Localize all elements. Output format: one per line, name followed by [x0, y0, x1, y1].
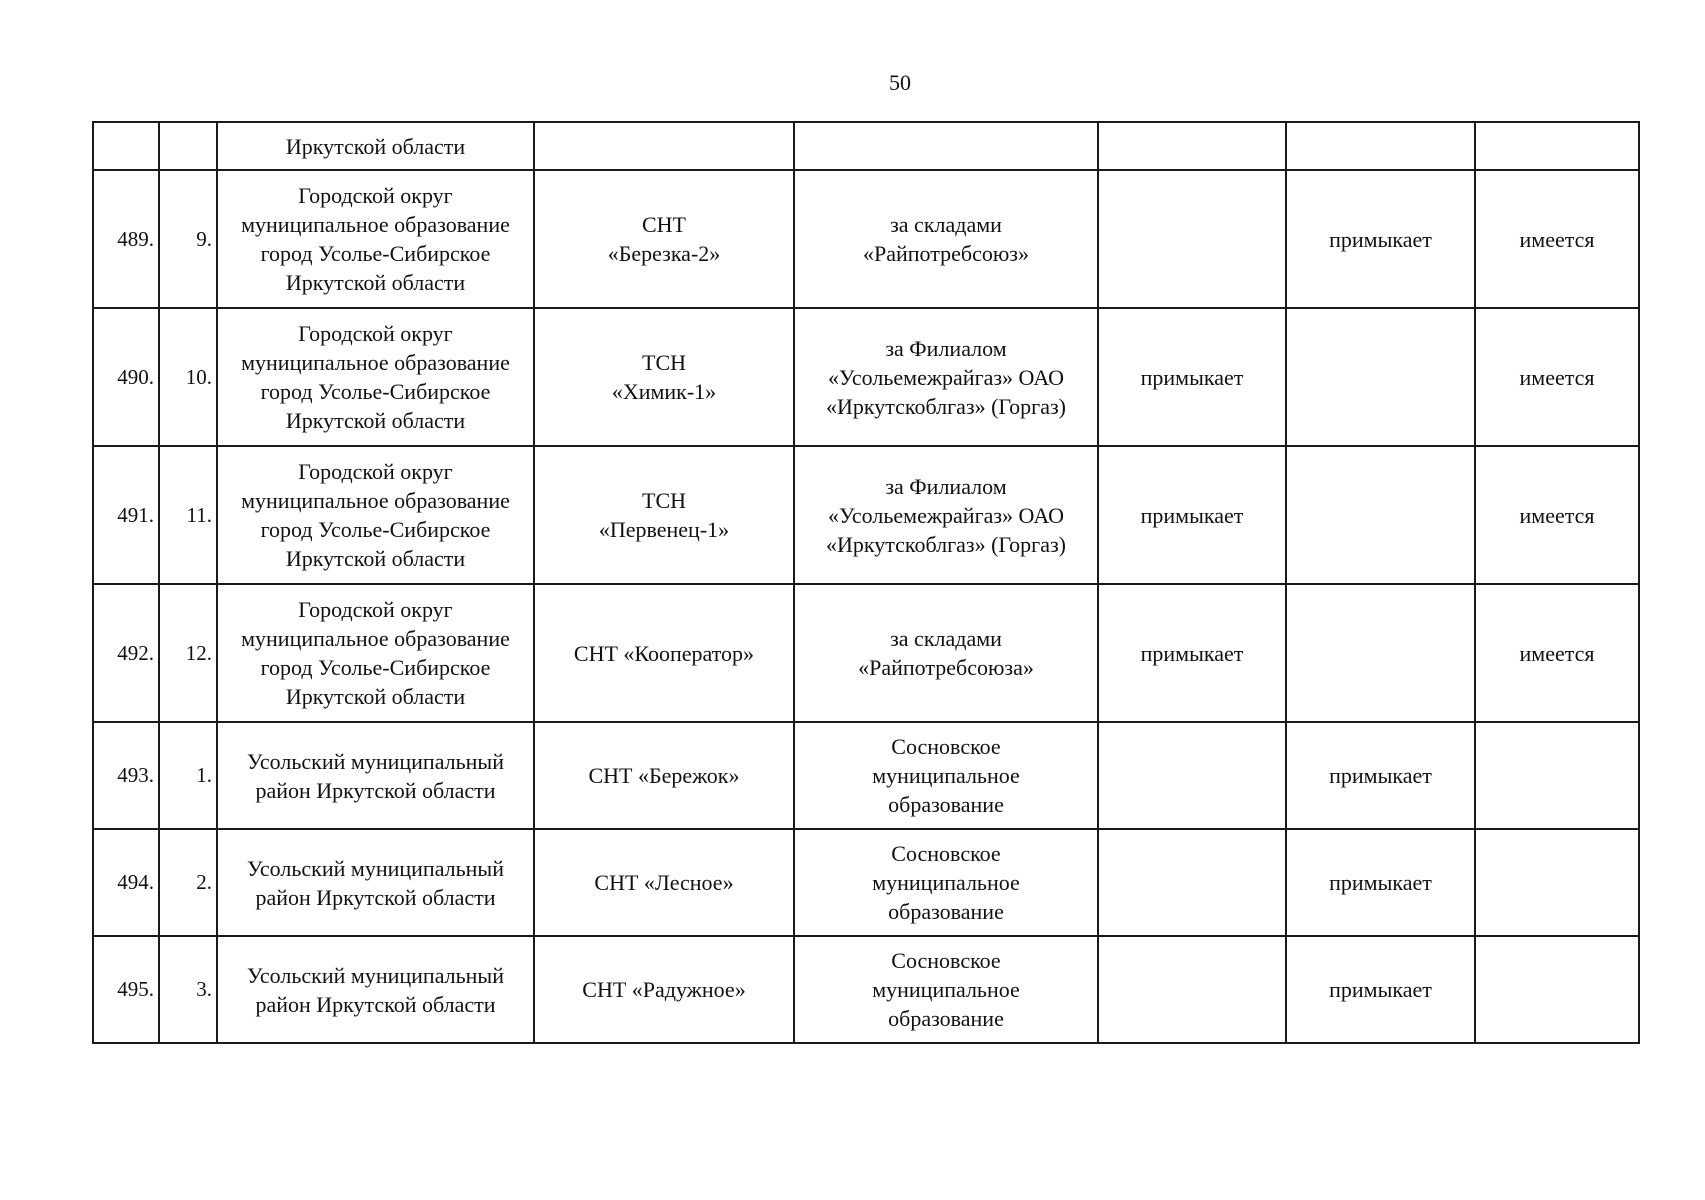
row-sub-number: 11. — [159, 446, 217, 584]
row-number: 494. — [93, 829, 159, 936]
status-cell-col6: примыкает — [1098, 308, 1286, 446]
status-cell-col6 — [1098, 722, 1286, 829]
status-cell-col6 — [1098, 936, 1286, 1043]
status-cell-col7 — [1286, 122, 1475, 170]
status-cell-col8 — [1475, 936, 1639, 1043]
object-cell — [534, 122, 794, 170]
status-cell-col7 — [1286, 308, 1475, 446]
table-row — [93, 584, 1639, 722]
row-sub-number: 12. — [159, 584, 217, 722]
location-cell: за складами «Райпотребсоюз» — [794, 170, 1098, 308]
row-sub-number — [159, 122, 217, 170]
location-cell: за складами «Райпотребсоюза» — [794, 584, 1098, 722]
object-cell: ТСН «Первенец-1» — [534, 446, 794, 584]
status-cell-col6 — [1098, 170, 1286, 308]
municipality-cell: Иркутской области — [217, 122, 534, 170]
row-number: 489. — [93, 170, 159, 308]
row-number: 495. — [93, 936, 159, 1043]
location-cell: Сосновское муниципальное образование — [794, 829, 1098, 936]
row-sub-number: 2. — [159, 829, 217, 936]
status-cell-col8: имеется — [1475, 170, 1639, 308]
municipality-cell: Усольский муниципальный район Иркутской области — [217, 829, 534, 936]
status-cell-col7: примыкает — [1286, 829, 1475, 936]
location-cell: Сосновское муниципальное образование — [794, 936, 1098, 1043]
location-cell: за Филиалом «Усольемежрайгаз» ОАО «Иркутскоблгаз» (Горгаз) — [794, 308, 1098, 446]
table-row — [93, 170, 1639, 308]
table-row — [93, 722, 1639, 829]
object-cell: СНТ «Лесное» — [534, 829, 794, 936]
row-number: 493. — [93, 722, 159, 829]
municipality-cell: Городской округ муниципальное образование город Усолье-Сибирское Иркутской области — [217, 170, 534, 308]
status-cell-col6 — [1098, 829, 1286, 936]
location-cell — [794, 122, 1098, 170]
status-cell-col7: примыкает — [1286, 722, 1475, 829]
status-cell-col7 — [1286, 584, 1475, 722]
table-row — [93, 308, 1639, 446]
row-sub-number: 9. — [159, 170, 217, 308]
row-sub-number: 10. — [159, 308, 217, 446]
status-cell-col7: примыкает — [1286, 170, 1475, 308]
object-cell: СНТ «Березка-2» — [534, 170, 794, 308]
location-cell: за Филиалом «Усольемежрайгаз» ОАО «Иркутскоблгаз» (Горгаз) — [794, 446, 1098, 584]
municipality-cell: Городской округ муниципальное образование город Усолье-Сибирское Иркутской области — [217, 446, 534, 584]
status-cell-col8: имеется — [1475, 446, 1639, 584]
status-cell-col7 — [1286, 446, 1475, 584]
object-cell: СНТ «Радужное» — [534, 936, 794, 1043]
object-cell: СНТ «Кооператор» — [534, 584, 794, 722]
status-cell-col6 — [1098, 122, 1286, 170]
status-cell-col8 — [1475, 722, 1639, 829]
object-cell: СНТ «Бережок» — [534, 722, 794, 829]
row-number: 490. — [93, 308, 159, 446]
location-cell: Сосновское муниципальное образование — [794, 722, 1098, 829]
row-number: 491. — [93, 446, 159, 584]
row-number — [93, 122, 159, 170]
municipality-cell: Городской округ муниципальное образование город Усолье-Сибирское Иркутской области — [217, 308, 534, 446]
status-cell-col6: примыкает — [1098, 446, 1286, 584]
object-cell: ТСН «Химик-1» — [534, 308, 794, 446]
row-sub-number: 3. — [159, 936, 217, 1043]
municipality-cell: Городской округ муниципальное образование город Усолье-Сибирское Иркутской области — [217, 584, 534, 722]
row-number: 492. — [93, 584, 159, 722]
status-cell-col8: имеется — [1475, 584, 1639, 722]
status-cell-col8 — [1475, 122, 1639, 170]
page-number: 50 — [889, 70, 911, 95]
status-cell-col7: примыкает — [1286, 936, 1475, 1043]
status-cell-col8 — [1475, 829, 1639, 936]
table-row — [93, 122, 1639, 170]
row-sub-number: 1. — [159, 722, 217, 829]
municipality-cell: Усольский муниципальный район Иркутской области — [217, 722, 534, 829]
status-cell-col6: примыкает — [1098, 584, 1286, 722]
table-row — [93, 446, 1639, 584]
table-row — [93, 936, 1639, 1043]
table-row — [93, 829, 1639, 936]
municipality-cell: Усольский муниципальный район Иркутской области — [217, 936, 534, 1043]
registry-table — [92, 121, 1640, 1044]
status-cell-col8: имеется — [1475, 308, 1639, 446]
